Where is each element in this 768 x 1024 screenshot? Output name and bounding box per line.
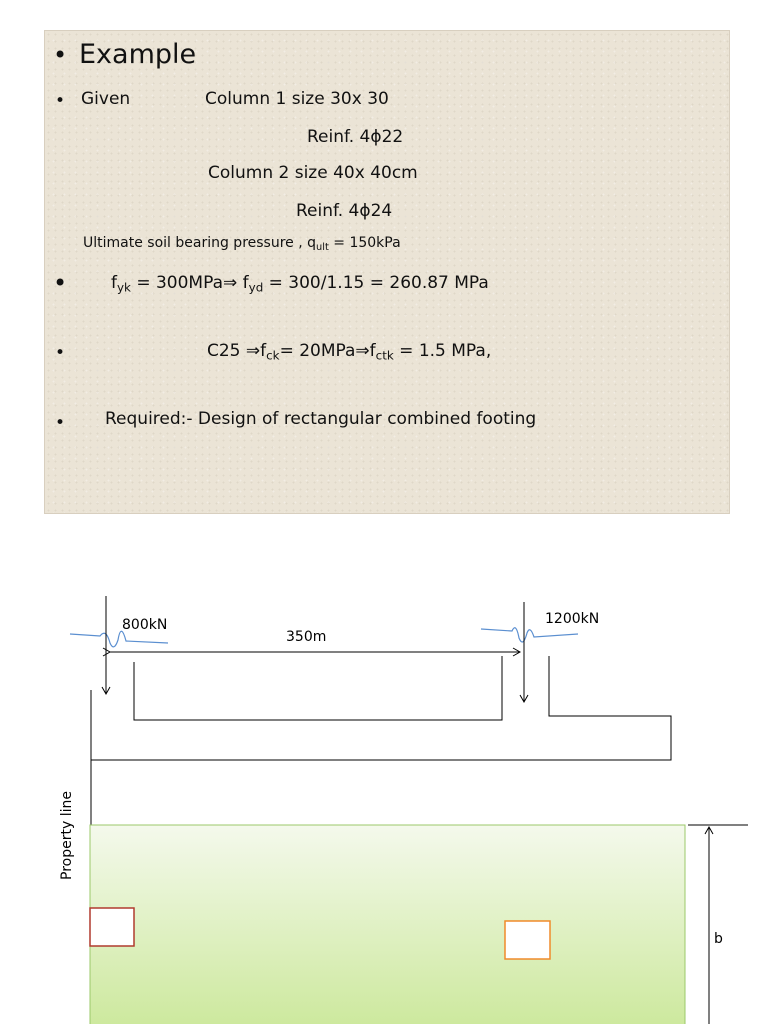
load2-label: 1200kN: [545, 611, 600, 627]
required-statement: Required:- Design of rectangular combined footing: [105, 409, 537, 429]
concrete-strength: C25 $\Rightarrow f_{ck}=$ $20MPa\Rightarrow f_{ctk} = 1.5$ MPa,: [207, 341, 492, 363]
bullet: •: [55, 343, 66, 363]
bullet: •: [53, 41, 68, 69]
footing-elevation-inner: [134, 656, 502, 720]
load1-label: 800kN: [122, 617, 168, 633]
column1-reinforcement: Reinf. 4ϕ22: [307, 127, 404, 147]
slide-title: Example: [79, 39, 197, 70]
given-label: Given: [81, 89, 131, 109]
column2-plan: [505, 921, 550, 959]
column2-load-symbol: [481, 628, 578, 642]
bullet: •: [55, 413, 66, 433]
footing-elevation-outline: [91, 656, 671, 760]
column2-size: Column 2 size 40x 40cm: [208, 163, 418, 183]
steel-strength: $f_{yk}$ = 300MPa⇒ $f_{yd} = 300/1.15 = 260.87$ MPa: [111, 273, 489, 295]
span-label: 350m: [286, 629, 327, 645]
column1-size: Column 1 size 30x 30: [205, 89, 389, 109]
soil-bearing-pressure: Ultimate soil bearing pressure , $q_{ult} = 150kPa$: [83, 235, 401, 253]
property-line-label: Property line: [59, 791, 75, 880]
column1-plan: [90, 908, 134, 946]
column1-load-symbol: [70, 631, 168, 647]
bullet: •: [53, 269, 68, 297]
bullet: •: [55, 91, 66, 111]
footing-plan: [90, 825, 685, 1024]
column2-reinforcement: Reinf. 4ϕ24: [296, 201, 393, 221]
width-label: b: [714, 931, 723, 947]
